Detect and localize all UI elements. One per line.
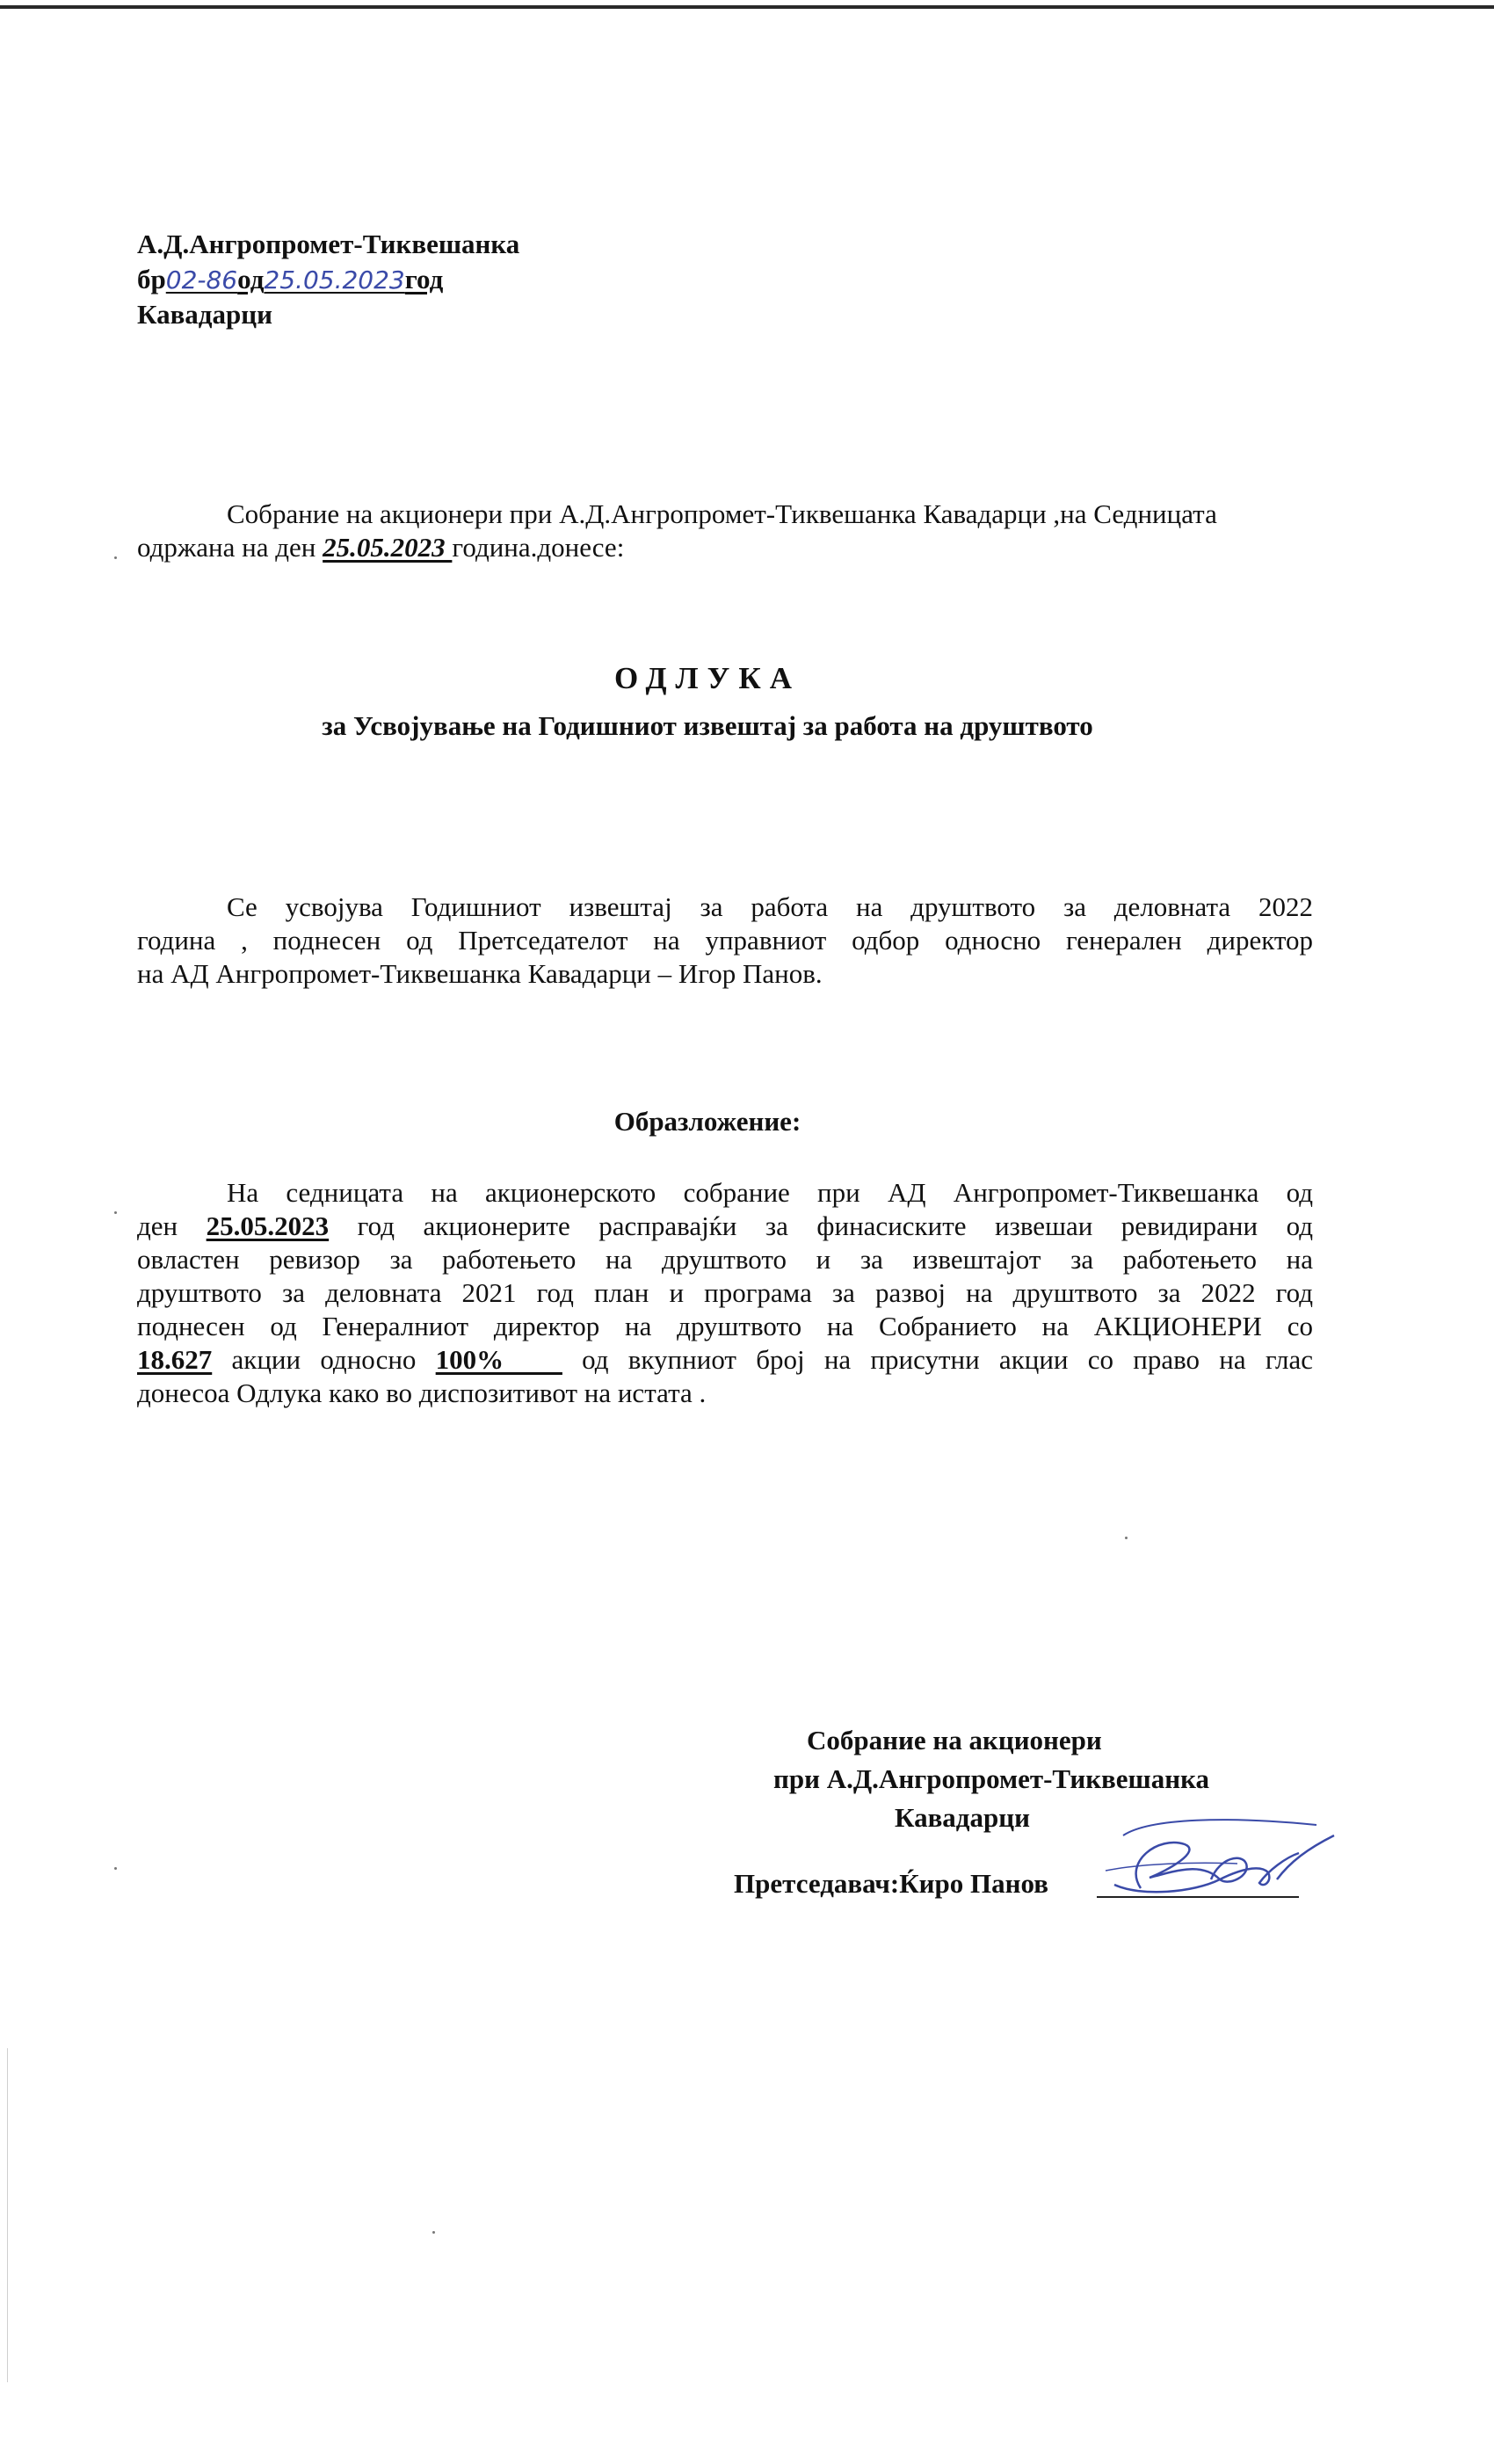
explanation-line: поднесен од Генералниот директор на друштвото на Собранието на АКЦИОНЕРИ со: [137, 1311, 1313, 1341]
vote-percent: 100%: [435, 1344, 562, 1375]
explanation-text: год акционерите расправајќи за финасиските извешаи ревидирани од: [329, 1210, 1313, 1241]
date-suffix: год: [404, 264, 444, 294]
registry-date: 25.05.2023: [264, 265, 405, 294]
session-date: 25.05.2023: [323, 532, 453, 563]
document-subtitle: за Усвојување на Годишниот извештај за работа на друштвото: [322, 710, 1093, 741]
date-prefix: од: [237, 264, 265, 294]
intro-paragraph: [137, 498, 1315, 564]
document-header: [137, 227, 519, 332]
chairperson: Претседавач:Ќиро Панов: [734, 1868, 1048, 1899]
registry-line: [137, 262, 519, 297]
signature-line: Собрание на акционери: [807, 1725, 1102, 1755]
scan-speck: [1125, 1537, 1128, 1539]
explanation-text: од вкупниот број на присутни акции со право на глас: [562, 1344, 1314, 1375]
handwritten-signature: [1088, 1809, 1352, 1906]
explanation-line: [137, 1210, 1313, 1243]
explanation-line: овластен ревизор за работењето на друштвото и за извештајот за работењето на: [137, 1244, 1313, 1275]
explanation-line: [137, 1343, 1313, 1377]
scan-speck: [432, 2231, 435, 2234]
explanation-text: ден: [137, 1210, 207, 1241]
registry-number: 02-86: [165, 265, 238, 294]
meeting-date: 25.05.2023: [206, 1210, 330, 1241]
intro-text: година.донесе:: [452, 532, 625, 563]
decision-line: на АД Ангропромет-Тиквешанка Кавадарци – Игор Панов.: [137, 958, 823, 989]
explanation-line: На седницата на акционерското собрание при АД Ангропромет-Тиквешанка од: [227, 1177, 1313, 1208]
share-count: 18.627: [137, 1344, 213, 1375]
scan-edge: [0, 5, 1494, 9]
explanation-paragraph: [137, 1176, 1313, 1410]
signature-line: Кавадарци: [895, 1802, 1030, 1833]
signature-line: при А.Д.Ангропромет-Тиквешанка: [773, 1763, 1209, 1794]
document-title: ОДЛУКА: [614, 661, 801, 695]
scan-speck: [114, 1867, 117, 1870]
decision-line: Се усвојува Годишниот извештај за работа на друштвото за деловната 2022: [227, 891, 1313, 922]
intro-line: [137, 531, 1315, 564]
intro-line: Собрание на акционери при А.Д.Ангропромет-Тиквешанка Кавадарци ,на Седницата: [227, 498, 1217, 529]
explanation-line: друштвото за деловната 2021 год план и програма за развој на друштвото за 2022 год: [137, 1277, 1313, 1308]
explanation-line: донесоа Одлука како во диспозитивот на истата .: [137, 1377, 707, 1408]
company-name: А.Д.Ангропромет-Тиквешанка: [137, 229, 520, 259]
intro-text: одржана на ден: [137, 532, 323, 563]
scan-speck: [114, 1211, 117, 1214]
decision-line: година , поднесен од Претседателот на управниот одбор односно генерален директор: [137, 925, 1313, 956]
explanation-heading: Образложение:: [613, 1106, 801, 1137]
scan-speck: [114, 556, 117, 559]
scan-edge-left: [7, 2048, 8, 2382]
number-prefix: бр: [137, 264, 166, 294]
city: Кавадарци: [137, 299, 272, 330]
explanation-text: акции односно: [212, 1344, 436, 1375]
decision-paragraph: [137, 890, 1313, 991]
